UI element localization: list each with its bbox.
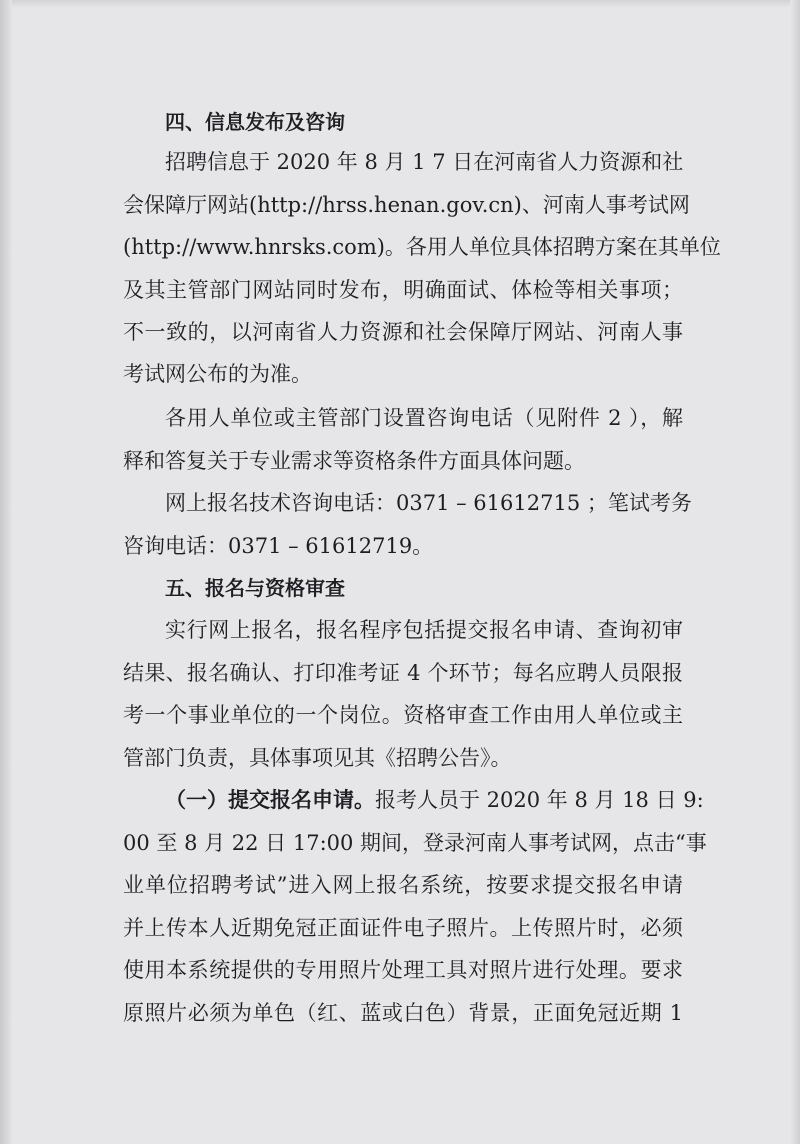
section-4-para2-line: 各用人单位或主管部门设置咨询电话（见附件 2 ），解 bbox=[165, 406, 683, 430]
sub1-bold-title: （一）提交报名申请。 bbox=[165, 788, 375, 812]
section-5-para1-line: 考一个事业单位的一个岗位。资格审查工作由用人单位或主 bbox=[123, 703, 683, 727]
section-4-para2-line: 释和答复关于专业需求等资格条件方面具体问题。 bbox=[123, 449, 585, 473]
section-5-para1-line: 实行网上报名，报名程序包括提交报名申请、查询初审 bbox=[165, 618, 683, 642]
section-4-para1-line: 不一致的，以河南省人力资源和社会保障厅网站、河南人事 bbox=[123, 320, 683, 344]
section-4-para1-line: (http://www.hnrsks.com)。各用人单位具体招聘方案在其单位 bbox=[123, 235, 721, 259]
section-5-sub1-line: 原照片必须为单色（红、蓝或白色）背景，正面免冠近期 1 bbox=[123, 1001, 683, 1025]
section-5-sub1-line: 业单位招聘考试”进入网上报名系统，按要求提交报名申请 bbox=[123, 873, 683, 897]
section-5-para1-line: 结果、报名确认、打印准考证 4 个环节；每名应聘人员限报 bbox=[123, 661, 683, 685]
section-4-para1-line: 招聘信息于 2020 年 8 月 1 7 日在河南省人力资源和社 bbox=[165, 150, 684, 174]
section-4-heading: 四、信息发布及咨询 bbox=[165, 110, 345, 134]
section-5-sub1-first-line bbox=[165, 785, 704, 815]
section-5-sub1-line: 使用本系统提供的专用照片处理工具对照片进行处理。要求 bbox=[123, 958, 683, 982]
section-5-sub1-line: 00 至 8 月 22 日 17:00 期间，登录河南人事考试网，点击“事 bbox=[123, 831, 707, 855]
sub1-first-line-rest: 报考人员于 2020 年 8 月 18 日 9: bbox=[375, 788, 704, 812]
section-5-para1-line: 管部门负责，具体事项见其《招聘公告》。 bbox=[123, 746, 512, 770]
section-5-heading: 五、报名与资格审查 bbox=[165, 576, 345, 600]
section-4-para3-line: 网上报名技术咨询电话：0371 – 61612715 ；笔试考务 bbox=[165, 491, 692, 515]
section-4-para3-line: 咨询电话：0371 – 61612719。 bbox=[123, 534, 434, 558]
section-4-para1-line: 及其主管部门网站同时发布，明确面试、体检等相关事项； bbox=[123, 278, 683, 302]
section-4-para1-line: 会保障厅网站(http://hrss.henan.gov.cn)、河南人事考试网 bbox=[123, 193, 690, 217]
section-5-sub1-line: 并上传本人近期免冠正面证件电子照片。上传照片时，必须 bbox=[123, 916, 683, 940]
section-4-para1-line: 考试网公布的为准。 bbox=[123, 362, 312, 386]
